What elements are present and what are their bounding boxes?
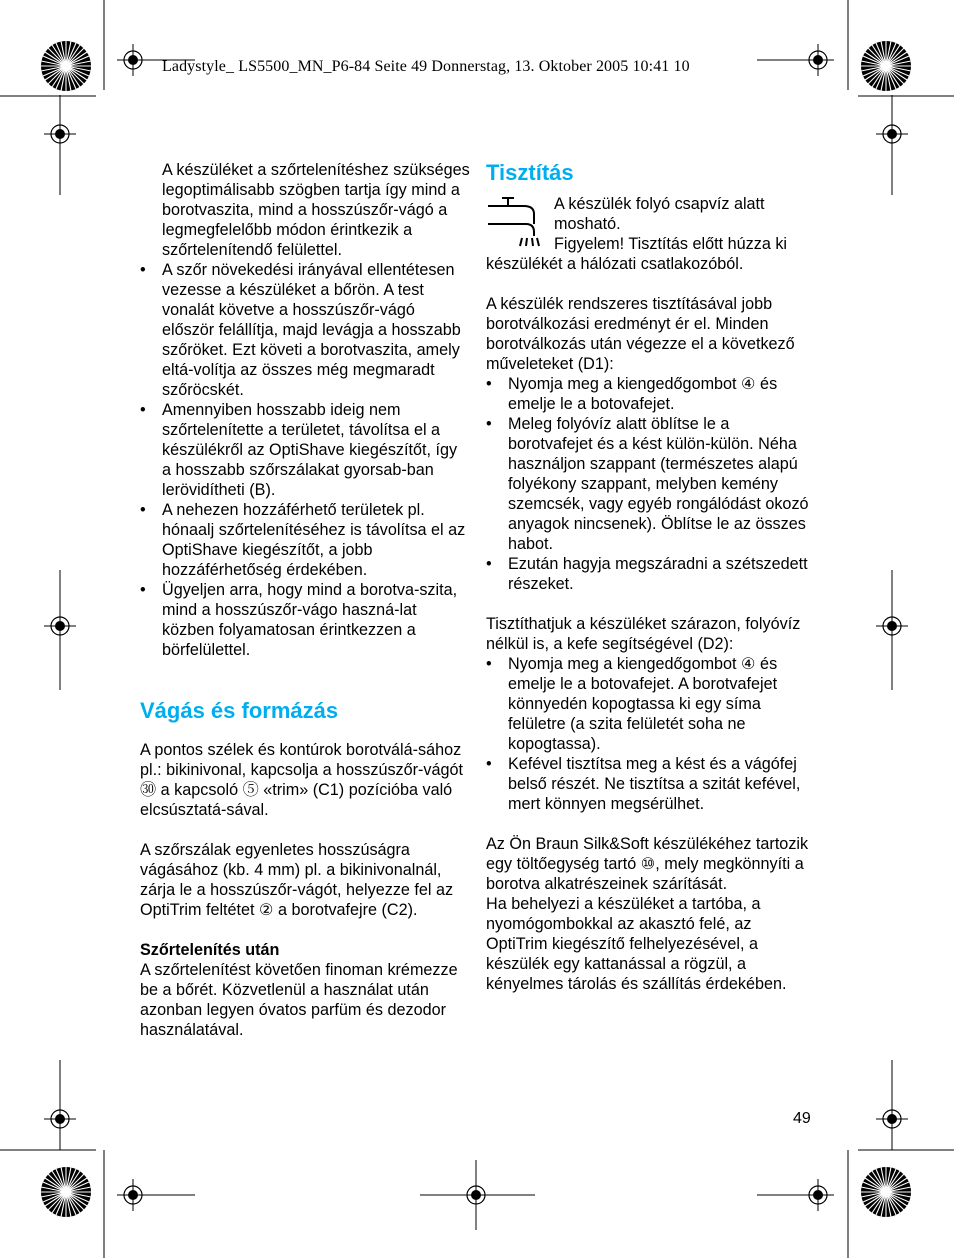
list-item: • Nyomja meg a kiengedőgombot ④ és emelje le a botovafejet. A borotvafejet könnyedén kopogtassa ki egy síma felületre (a szita felületét soha ne kopogtassa). <box>486 654 816 754</box>
subheading-after-shave: Szőrtelenítés után <box>140 941 280 959</box>
list-item: • Ügyeljen arra, hogy mind a borotva-szita, mind a hosszúszőr-vágo haszná-lat közben folyamatosan érintkezzen a börfelülettel. <box>140 580 470 660</box>
dry-cleaning-list <box>486 654 816 814</box>
section-heading-cleaning: Tisztítás <box>486 160 574 185</box>
water-tap-icon <box>486 194 542 250</box>
list-item: • Ezután hagyja megszáradni a szétszedett részeket. <box>486 554 816 594</box>
list-item: • Amennyiben hosszabb ideig nem szőrtelenítette a területet, távolítsa el a készülékről az OptiShave kiegészítőt, így a hosszabb szőrszálakat gyorsab-ban lerövidítheti (B). <box>140 400 470 500</box>
paragraph: A készülék rendszeres tisztításával jobb borotválkozási eredményt ér el. Minden borotválkozás után végezze el a következő műveleteket (D1): <box>486 295 795 373</box>
left-column <box>140 160 470 1040</box>
list-item: • A nehezen hozzáférhető területek pl. hónaalj szőrtelenítéséhez is távolítsa el az OptiShave kiegészítőt, a jobb hozzáférhetőség érdekében. <box>140 500 470 580</box>
paragraph: A szőrszálak egyenletes hosszúságra vágásához (kb. 4 mm) pl. a bikinivonalnál, zárja le a hosszúszőr-vágót, helyezze fel az OptiTrim feltétet ② a borotvafejre (C2). <box>140 841 454 919</box>
tips-list <box>140 260 470 660</box>
list-item: • A szőr növekedési irányával ellentétesen vezesse a készüléket a bőrön. A test vonalát követve a hosszúszőr-vágó először felállítja, majd levágja a hosszabb szőröket. Ezt követi a borotvaszita, amely eltá-volítja az összes még megmaradt szőröcskét. <box>140 260 470 400</box>
right-column <box>486 160 816 994</box>
warning-text: Figyelem! Tisztítás előtt húzza ki készülékét a hálózati csatlakozóból. <box>486 235 788 273</box>
paragraph: Ha behelyezi a készüléket a tartóba, a nyomógombokkal az akasztó felé, az OptiTrim kiegészítő felhelyezésével, a készülék egy kattanással a rögzül, a kényelmes tárolás és szállítás érdekében. <box>486 895 787 993</box>
page-number: 49 <box>793 1110 811 1127</box>
cleaning-list <box>486 374 816 594</box>
print-header: Ladystyle_ LS5500_MN_P6-84 Seite 49 Donnerstag, 13. Oktober 2005 10:41 10 <box>162 58 690 75</box>
list-item: • Nyomja meg a kiengedőgombot ④ és emelje le a botovafejet. <box>486 374 816 414</box>
intro-text: A készüléket a szőrtelenítéshez szükséges legoptimálisabb szögben tartja így mind a borotvaszita, mind a hosszúszőr-vágó a legmegfelelőbb módon érintkezik a szőrtelenítendő felülettel. <box>162 161 470 259</box>
paragraph: A pontos szélek és kontúrok borotválá-sához pl.: bikinivonal, kapcsolja a hosszúszőr-vágót ㉚ a kapcsoló ⑤ «trim» (C1) pozícióba való elcsúsztatá-sával. <box>140 741 464 819</box>
list-item: • Meleg folyóvíz alatt öblítse le a borotvafejet és a kést külön-külön. Néha használjon szappant (természetes alapú folyékony szappant, melyben kemény szemcsék, vagy egyéb rongálódást okozó anyagok nincsenek). Öblítse le az összes habot. <box>486 414 816 554</box>
paragraph: A szőrtelenítést követően finoman krémezze be a bőrét. Közvetlenül a használat után azonban legyen óvatos parfüm és dezodor használatával. <box>140 961 458 1039</box>
tap-note: A készülék folyó csapvíz alatt mosható. <box>554 195 765 233</box>
section-heading-trimming: Vágás és formázás <box>140 698 339 723</box>
paragraph: Az Ön Braun Silk&Soft készülékéhez tartozik egy töltőegység tartó ⑩, mely megkönnyíti a borotva alkatrészeinek szárítását. <box>486 835 809 893</box>
list-item: • Kefével tisztítsa meg a kést és a vágófej belső részét. Ne tisztítsa a szitát kefével, mert könnyen megsérülhet. <box>486 754 816 814</box>
paragraph: Tisztíthatjuk a készüléket szárazon, folyóvíz nélkül is, a kefe segítségével (D2): <box>486 615 801 653</box>
